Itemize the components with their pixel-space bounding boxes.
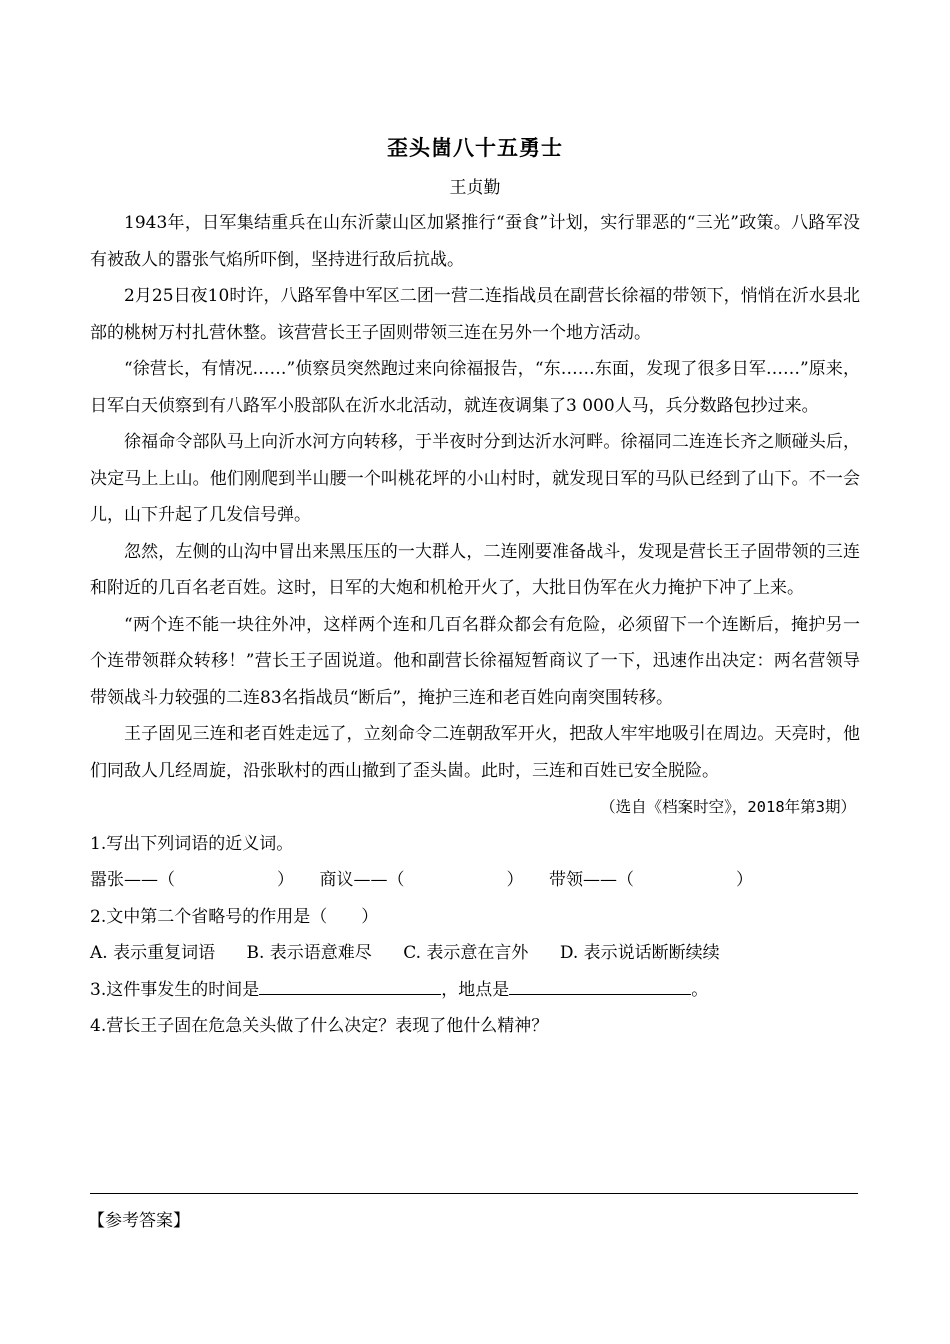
question-2: 2.文中第二个省略号的作用是（ ） [90,906,379,927]
paragraph-6: “两个连不能一块往外冲，这样两个连和几百名群众都会有危险，必须留下一个连断后，掩护另一个连带领群众转移！”营长王子固说道。他和副营长徐福短暂商议了一下，迅速作出决定：两名营领导带领战斗力较强的二连83名指战员“断后”，掩护三连和老百姓向南突围转移。 [90,614,860,708]
question-3-text-a: 3.这件事发生的时间是 [90,979,260,1000]
source-citation: （选自《档案时空》，2018年第3期） [600,798,856,816]
question-4: 4.营长王子固在危急关头做了什么决定？表现了他什么精神？ [90,1016,549,1036]
place-answer-blank[interactable] [509,978,691,995]
paragraph-1: 1943年，日军集结重兵在山东沂蒙山区加紧推行“蚕食”计划，实行罪恶的“三光”政策。八路军没有被敌人的嚣张气焰所吓倒，坚持进行敌后抗战。 [90,213,860,270]
paragraph-4: 徐福命令部队马上向沂水河方向转移，于半夜时分到达沂水河畔。徐福同二连连长齐之顺碰头后，决定马上上山。他们刚爬到半山腰一个叫桃花坪的小山村时，就发现日军的马队已经到了山下。不一会儿，山下升起了几发信号弹。 [90,432,860,525]
choice-b: B. 表示语意难尽 [246,943,372,963]
answer-heading: 【参考答案】 [88,1211,190,1231]
article-author: 王贞勤 [449,178,501,198]
question-3-text-b: ，地点是 [441,979,510,1000]
paragraph-7: 王子固见三连和老百姓走远了，立刻命令二连朝敌军开火，把敌人牢牢地吸引在周边。天亮时，他们同敌人几经周旋，沿张耿村的西山撤到了歪头崮。此时，三连和百姓已安全脱险。 [90,724,860,781]
paragraph-3: “徐营长，有情况……”侦察员突然跑过来向徐福报告，“东……东面，发现了很多日军……”原来，日军白天侦察到有八路军小股部队在沂水北活动，就连夜调集了3 000人马，兵分数路包抄过来。 [90,359,860,416]
choice-a: A. 表示重复词语 [90,943,216,963]
choice-c: C. 表示意在言外 [403,943,529,963]
article-body [90,205,860,1045]
time-answer-blank[interactable] [259,978,441,995]
choice-d: D. 表示说话断断续续 [559,943,720,963]
article-title: 歪头崮八十五勇士 [387,135,563,160]
divider-line [90,1193,858,1194]
question-3 [90,972,860,1009]
paragraph-2: 2月25日夜10时许，八路军鲁中军区二团一营二连指战员在副营长徐福的带领下，悄悄在沂水县北部的桃树万村扎营休整。该营营长王子固则带领三连在另外一个地方活动。 [90,286,860,343]
question-1: 1.写出下列词语的近义词。 [90,833,294,854]
question-2-choices [90,935,860,972]
paragraph-5: 忽然，左侧的山沟中冒出来黑压压的一大群人，二连刚要准备战斗，发现是营长王子固带领的三连和附近的几百名老百姓。这时，日军的大炮和机枪开火了，大批日伪军在火力掩护下冲了上来。 [90,541,860,598]
question-1-items: 嚣张——（ ） 商议——（ ） 带领——（ ） [90,870,753,890]
question-3-text-c: 。 [691,979,709,1000]
